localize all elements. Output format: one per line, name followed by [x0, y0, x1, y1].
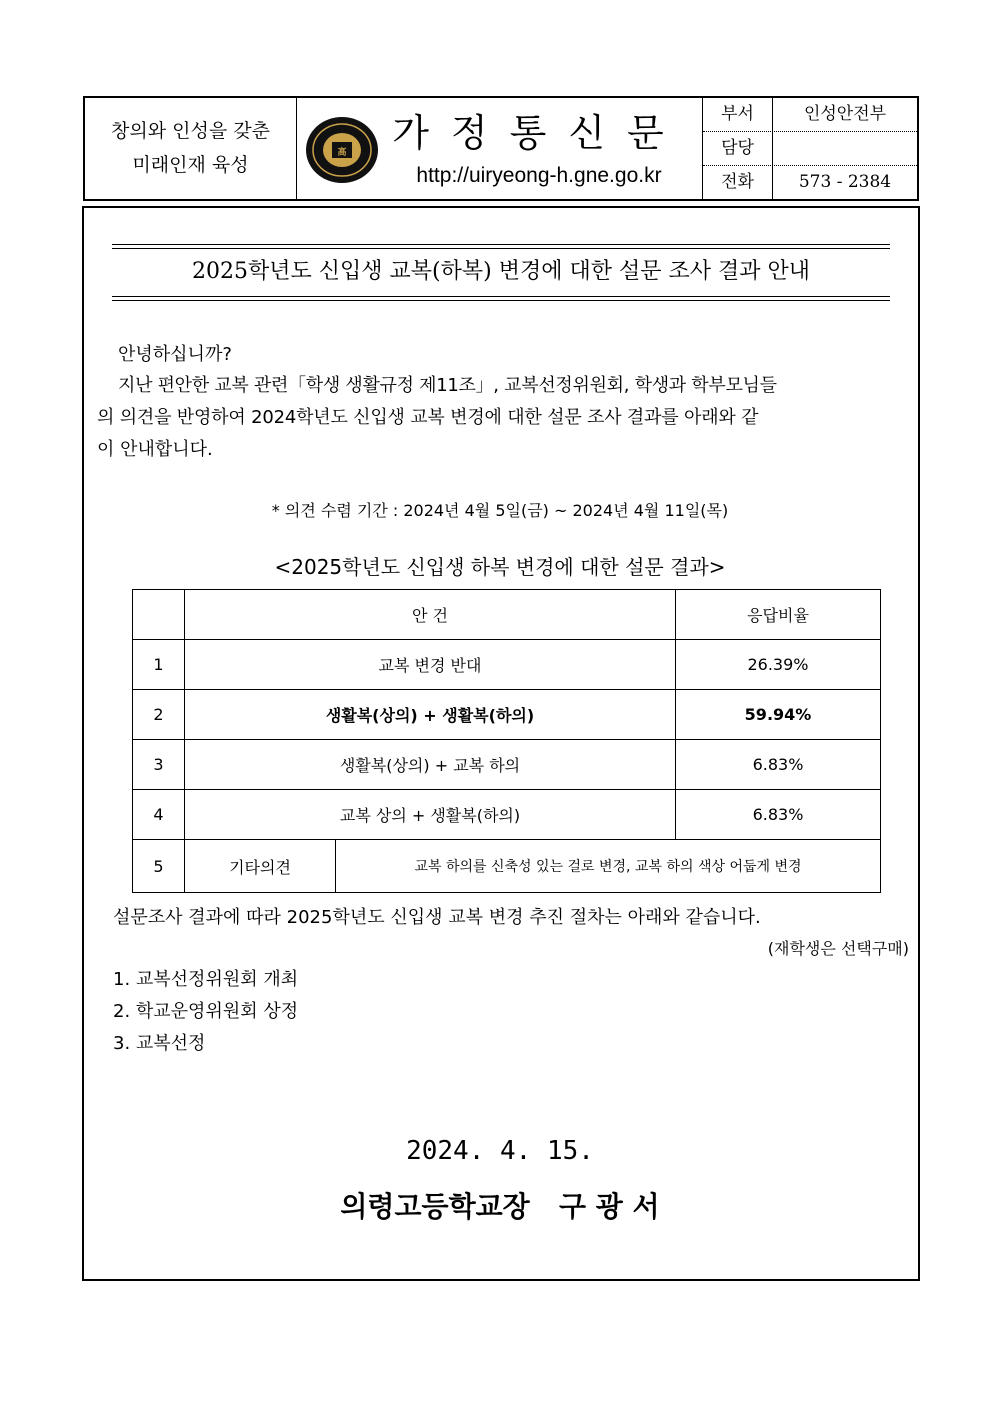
survey-results-table [132, 589, 881, 893]
other-opinions: 교복 하의를 신축성 있는 걸로 변경, 교복 하의 색상 어둡게 변경 [336, 840, 881, 893]
step-item: 2. 학교운영위원회 상정 [113, 1001, 299, 1022]
principal-signature: 의령고등학교장 구 광 서 [340, 1190, 660, 1223]
intro-line-3: 이 안내합니다. [97, 439, 213, 460]
table-header-row [133, 590, 881, 640]
table-row [133, 640, 881, 690]
header-rate: 응답비율 [676, 590, 881, 640]
table-caption: <2025학년도 신입생 하복 변경에 대한 설문 결과> [274, 555, 726, 579]
manager-value [773, 132, 917, 165]
table-row [133, 740, 881, 790]
newsletter-title: 가정통신문 [392, 111, 686, 155]
purchase-note: (재학생은 선택구매) [767, 939, 909, 958]
motto-cell [85, 98, 297, 199]
row-item: 교복 상의 + 생활복(하의) [185, 790, 676, 840]
info-row-dept [703, 98, 917, 132]
row-item: 생활복(상의) + 생활복(하의) [185, 690, 676, 740]
intro-line-2: 의 의견을 반영하여 2024학년도 신입생 교복 변경에 대한 설문 조사 결과를 아래와 같 [97, 407, 759, 428]
manager-label: 담당 [703, 132, 773, 165]
info-row-manager [703, 132, 917, 166]
row-no: 2 [133, 690, 185, 740]
motto-line2: 미래인재 육성 [132, 154, 249, 176]
title-rule-top [112, 244, 890, 245]
info-row-phone [703, 166, 917, 199]
step-item: 1. 교복선정위원회 개최 [113, 969, 299, 990]
header-no [133, 590, 185, 640]
row-no: 5 [133, 840, 185, 893]
greeting: 안녕하십니까? [118, 344, 232, 365]
newsletter-header [83, 96, 919, 201]
table-row [133, 690, 881, 740]
other-label: 기타의견 [185, 840, 336, 893]
title-cell [297, 98, 703, 199]
school-url[interactable]: http://uiryeong-h.gne.go.kr [416, 164, 662, 187]
dept-label: 부서 [703, 98, 773, 131]
row-rate: 59.94% [676, 690, 881, 740]
school-logo [305, 116, 379, 184]
survey-period: * 의견 수렴 기간 : 2024년 4월 5일(금) ~ 2024년 4월 11일(목) [271, 501, 729, 520]
row-rate: 26.39% [676, 640, 881, 690]
title-rule-bottom [112, 296, 890, 297]
row-rate: 6.83% [676, 740, 881, 790]
title-rule-top-2 [112, 248, 890, 249]
row-rate: 6.83% [676, 790, 881, 840]
dept-value: 인성안전부 [803, 104, 887, 124]
row-no: 1 [133, 640, 185, 690]
table-row-other [133, 840, 881, 893]
row-no: 4 [133, 790, 185, 840]
phone-value: 573 - 2384 [798, 172, 892, 192]
issue-date: 2024. 4. 15. [406, 1136, 594, 1166]
table-row [133, 790, 881, 840]
row-no: 3 [133, 740, 185, 790]
title-rule-bottom-2 [112, 300, 890, 301]
result-text: 설문조사 결과에 따라 2025학년도 신입생 교복 변경 추진 절차는 아래와 같습니다. [113, 907, 761, 928]
row-item: 교복 변경 반대 [185, 640, 676, 690]
row-item: 생활복(상의) + 교복 하의 [185, 740, 676, 790]
info-cell [703, 98, 917, 199]
phone-label: 전화 [703, 166, 773, 199]
intro-line-1: 지난 편안한 교복 관련「학생 생활규정 제11조」, 교복선정위원회, 학생과 학부모님들 [118, 375, 777, 396]
document-title: 2025학년도 신입생 교복(하복) 변경에 대한 설문 조사 결과 안내 [192, 259, 810, 284]
svg-text:高: 高 [337, 148, 347, 158]
motto-line1: 창의와 인성을 갖춘 [111, 120, 270, 142]
step-item: 3. 교복선정 [113, 1033, 206, 1054]
header-item: 안 건 [185, 590, 676, 640]
